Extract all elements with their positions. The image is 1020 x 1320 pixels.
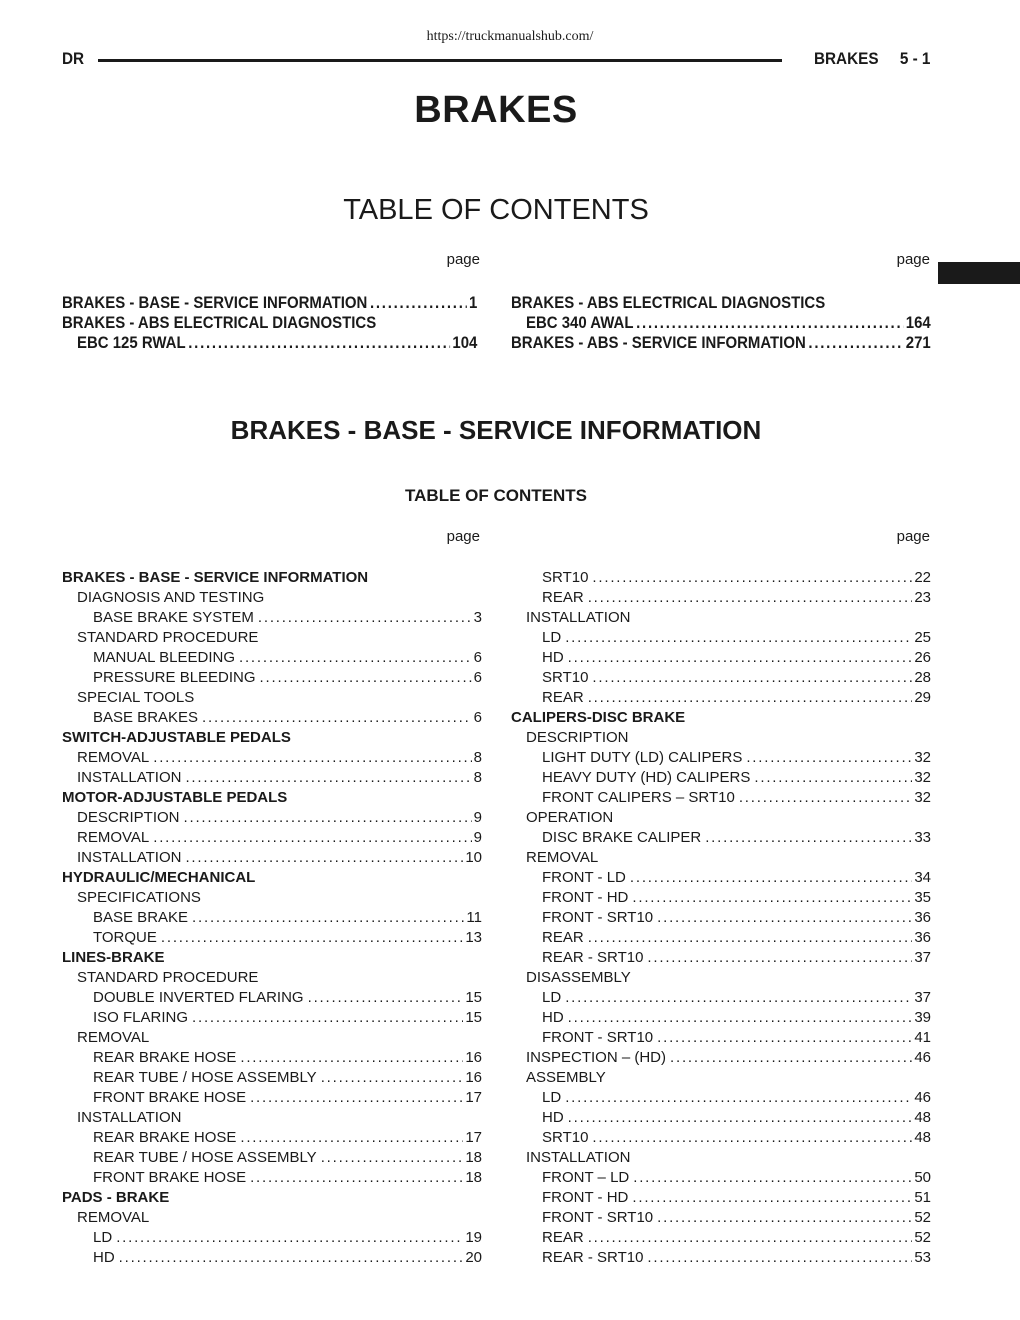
toc-entry-page: 53 bbox=[914, 1249, 931, 1266]
dot-leader bbox=[565, 1088, 912, 1108]
dot-leader bbox=[308, 988, 464, 1008]
toc-entry[interactable] bbox=[62, 1008, 482, 1028]
dot-leader bbox=[592, 1128, 912, 1148]
dot-leader bbox=[239, 648, 472, 668]
section-toc-left-column bbox=[62, 568, 482, 1268]
toc-entry-label: DESCRIPTION bbox=[526, 729, 629, 746]
dot-leader bbox=[754, 768, 912, 788]
dot-leader bbox=[592, 568, 912, 588]
toc-entry-page: 29 bbox=[914, 689, 931, 706]
toc-entry-page: 6 bbox=[473, 709, 482, 726]
toc-entry[interactable] bbox=[511, 768, 931, 788]
toc-entry[interactable] bbox=[511, 988, 931, 1008]
toc-entry-label: BASE BRAKE bbox=[93, 909, 189, 926]
section-title: BRAKES - BASE - SERVICE INFORMATION bbox=[230, 415, 762, 445]
toc-entry-page: 25 bbox=[914, 629, 931, 646]
toc-entry-page: 39 bbox=[914, 1009, 931, 1026]
toc-entry[interactable] bbox=[511, 888, 931, 908]
dot-leader bbox=[568, 648, 913, 668]
toc-entry-page: 22 bbox=[914, 569, 931, 586]
toc-entry-label: BASE BRAKE SYSTEM bbox=[93, 609, 254, 626]
toc-entry[interactable] bbox=[511, 908, 931, 928]
dot-leader bbox=[185, 768, 471, 788]
running-header bbox=[62, 49, 930, 71]
dot-leader bbox=[670, 1048, 912, 1068]
toc-entry-page: 32 bbox=[914, 769, 931, 786]
toc-entry-page: 46 bbox=[914, 1049, 931, 1066]
toc-entry-label: INSTALLATION bbox=[526, 609, 631, 626]
toc-entry-label: PRESSURE BLEEDING bbox=[93, 669, 256, 686]
toc-entry-page: 3 bbox=[473, 609, 482, 626]
toc-entry[interactable] bbox=[62, 1148, 482, 1168]
toc-entry[interactable] bbox=[62, 1228, 482, 1248]
toc-entry[interactable] bbox=[62, 848, 482, 868]
toc-subheading[interactable] bbox=[62, 1028, 482, 1048]
toc-entry[interactable] bbox=[511, 788, 931, 808]
toc-entry-label: REAR BRAKE HOSE bbox=[93, 1129, 237, 1146]
chapter-toc-entry-label: BRAKES - ABS ELECTRICAL DIAGNOSTICS bbox=[62, 313, 377, 332]
toc-entry-label: FRONT - SRT10 bbox=[542, 1029, 654, 1046]
toc-entry[interactable] bbox=[62, 668, 482, 688]
toc-entry-label: BASE BRAKES bbox=[93, 709, 199, 726]
dot-leader bbox=[657, 908, 912, 928]
toc-entry-page: 32 bbox=[914, 749, 931, 766]
toc-entry[interactable] bbox=[62, 1128, 482, 1148]
toc-entry-label: FRONT - SRT10 bbox=[542, 1209, 654, 1226]
toc-entry-label: HEAVY DUTY (HD) CALIPERS bbox=[542, 769, 751, 786]
chapter-toc-left bbox=[62, 293, 477, 353]
header-page-number: 5 - 1 bbox=[899, 49, 930, 68]
toc-entry-label: MOTOR-ADJUSTABLE PEDALS bbox=[62, 789, 288, 806]
toc-entry-label: REMOVAL bbox=[77, 1209, 150, 1226]
toc-entry[interactable] bbox=[62, 928, 482, 948]
dot-leader bbox=[633, 1168, 912, 1188]
dot-leader bbox=[657, 1208, 912, 1228]
toc-group-heading[interactable] bbox=[62, 788, 482, 808]
toc-entry-page: 6 bbox=[473, 649, 482, 666]
toc-entry-label: LD bbox=[542, 1089, 562, 1106]
toc-entry-label: LD bbox=[93, 1229, 113, 1246]
toc-entry-page: 18 bbox=[465, 1169, 482, 1186]
toc-subheading[interactable] bbox=[62, 888, 482, 908]
dot-leader bbox=[568, 1108, 913, 1128]
toc-entry-label: REAR bbox=[542, 929, 584, 946]
toc-subheading[interactable] bbox=[511, 1068, 931, 1088]
dot-leader bbox=[192, 1008, 463, 1028]
toc-entry-label: FRONT - LD bbox=[542, 869, 626, 886]
toc-entry-label: TORQUE bbox=[93, 929, 157, 946]
toc-entry[interactable] bbox=[62, 1048, 482, 1068]
toc-group-heading[interactable] bbox=[62, 868, 482, 888]
toc-entry-label: MANUAL BLEEDING bbox=[93, 649, 235, 666]
dot-leader bbox=[705, 828, 912, 848]
section-toc-right-column bbox=[511, 568, 931, 1268]
dot-leader bbox=[565, 988, 912, 1008]
toc-entry-label: REMOVAL bbox=[77, 1029, 150, 1046]
dot-leader bbox=[632, 1188, 912, 1208]
toc-entry-label: FRONT BRAKE HOSE bbox=[93, 1089, 247, 1106]
toc-entry-label: REMOVAL bbox=[77, 749, 150, 766]
toc-subheading[interactable] bbox=[62, 688, 482, 708]
dot-leader bbox=[250, 1168, 463, 1188]
dot-leader bbox=[647, 948, 912, 968]
toc-entry-label: REAR bbox=[542, 589, 584, 606]
toc-entry-page: 10 bbox=[465, 849, 482, 866]
dot-leader bbox=[657, 1028, 912, 1048]
toc-entry[interactable] bbox=[511, 588, 931, 608]
toc-entry-label: CALIPERS-DISC BRAKE bbox=[511, 709, 686, 726]
toc-group-heading[interactable] bbox=[62, 728, 482, 748]
toc-entry-page: 35 bbox=[914, 889, 931, 906]
toc-entry[interactable] bbox=[511, 1168, 931, 1188]
toc-entry-page: 18 bbox=[465, 1149, 482, 1166]
chapter-toc-entry[interactable] bbox=[511, 293, 931, 313]
dot-leader bbox=[588, 928, 913, 948]
toc-entry[interactable] bbox=[511, 628, 931, 648]
chapter-toc-entry-page: 271 bbox=[905, 333, 931, 352]
toc-entry-label: OPERATION bbox=[526, 809, 614, 826]
toc-entry-label: BRAKES - BASE - SERVICE INFORMATION bbox=[62, 569, 369, 586]
toc-entry[interactable] bbox=[511, 1108, 931, 1128]
toc-entry-label: DISASSEMBLY bbox=[526, 969, 631, 986]
toc-entry-page: 52 bbox=[914, 1209, 931, 1226]
toc-entry-label: SRT10 bbox=[542, 1129, 589, 1146]
dot-leader bbox=[808, 333, 903, 353]
toc-entry-label: ASSEMBLY bbox=[526, 1069, 606, 1086]
toc-entry[interactable] bbox=[511, 828, 931, 848]
dot-leader bbox=[202, 708, 472, 728]
toc-subheading[interactable] bbox=[511, 1148, 931, 1168]
toc-entry[interactable] bbox=[511, 648, 931, 668]
dot-leader bbox=[739, 788, 912, 808]
toc-entry-page: 17 bbox=[465, 1129, 482, 1146]
toc-subheading[interactable] bbox=[62, 968, 482, 988]
dot-leader bbox=[185, 848, 463, 868]
toc-entry[interactable] bbox=[62, 1088, 482, 1108]
toc-entry[interactable] bbox=[62, 808, 482, 828]
dot-leader bbox=[250, 1088, 463, 1108]
toc-entry[interactable] bbox=[511, 1248, 931, 1268]
toc-entry-page: 37 bbox=[914, 989, 931, 1006]
toc-entry[interactable] bbox=[511, 688, 931, 708]
chapter-tab-marker bbox=[938, 262, 1020, 284]
toc-entry-label: INSTALLATION bbox=[77, 1109, 182, 1126]
dot-leader bbox=[588, 688, 913, 708]
toc-entry-label: FRONT - HD bbox=[542, 1189, 629, 1206]
toc-entry[interactable] bbox=[511, 748, 931, 768]
toc-entry-label: INSTALLATION bbox=[526, 1149, 631, 1166]
dot-leader bbox=[321, 1148, 464, 1168]
dot-leader bbox=[592, 668, 912, 688]
toc-entry-page: 34 bbox=[914, 869, 931, 886]
toc-entry-page: 28 bbox=[914, 669, 931, 686]
toc-entry-page: 46 bbox=[914, 1089, 931, 1106]
chapter-toc-entry-page: 104 bbox=[452, 333, 478, 352]
chapter-toc-entry-continued[interactable] bbox=[62, 333, 477, 353]
chapter-toc-entry-label: EBC 340 AWAL bbox=[525, 313, 634, 332]
toc-entry-label: ISO FLARING bbox=[93, 1009, 189, 1026]
toc-entry-page: 41 bbox=[914, 1029, 931, 1046]
toc-entry-label: SPECIFICATIONS bbox=[77, 889, 201, 906]
toc-subheading[interactable] bbox=[511, 608, 931, 628]
toc-entry[interactable] bbox=[511, 928, 931, 948]
toc-entry-page: 36 bbox=[914, 909, 931, 926]
toc-entry-label: REAR - SRT10 bbox=[542, 949, 644, 966]
header-section: BRAKES bbox=[813, 49, 879, 68]
chapter-toc-entry-label: BRAKES - BASE - SERVICE INFORMATION bbox=[62, 293, 368, 312]
header-section-page bbox=[813, 49, 930, 69]
dot-leader bbox=[630, 868, 912, 888]
toc-subheading[interactable] bbox=[62, 628, 482, 648]
dot-leader bbox=[647, 1248, 912, 1268]
toc-entry[interactable] bbox=[62, 1168, 482, 1188]
toc-entry-label: REAR BRAKE HOSE bbox=[93, 1049, 237, 1066]
toc-entry-label: LD bbox=[542, 629, 562, 646]
dot-leader bbox=[240, 1128, 463, 1148]
toc-entry[interactable] bbox=[511, 1008, 931, 1028]
page-column-label-right: page bbox=[896, 251, 930, 268]
section-toc-title: TABLE OF CONTENTS bbox=[405, 486, 587, 505]
header-manual-code: DR bbox=[62, 49, 85, 68]
toc-group-heading[interactable] bbox=[62, 568, 482, 588]
dot-leader bbox=[188, 333, 450, 353]
dot-leader bbox=[119, 1248, 464, 1268]
toc-entry[interactable] bbox=[511, 1088, 931, 1108]
page-column-label-left: page bbox=[446, 528, 480, 545]
toc-entry-page: 23 bbox=[914, 589, 931, 606]
toc-entry-label: DISC BRAKE CALIPER bbox=[542, 829, 702, 846]
toc-entry-page: 17 bbox=[465, 1089, 482, 1106]
toc-entry-label: FRONT CALIPERS – SRT10 bbox=[542, 789, 735, 806]
toc-entry-page: 33 bbox=[914, 829, 931, 846]
toc-entry[interactable] bbox=[511, 668, 931, 688]
toc-entry-page: 50 bbox=[914, 1169, 931, 1186]
chapter-toc-entry[interactable] bbox=[62, 293, 477, 313]
page-column-label-left: page bbox=[446, 251, 480, 268]
toc-entry[interactable] bbox=[62, 708, 482, 728]
dot-leader bbox=[153, 748, 471, 768]
toc-entry-page: 11 bbox=[466, 909, 482, 926]
toc-entry-page: 16 bbox=[465, 1069, 482, 1086]
toc-entry[interactable] bbox=[511, 868, 931, 888]
toc-entry-label: SPECIAL TOOLS bbox=[77, 689, 195, 706]
toc-entry-label: HD bbox=[542, 1009, 564, 1026]
chapter-toc-entry-page: 1 bbox=[469, 293, 478, 312]
dot-leader bbox=[153, 828, 471, 848]
toc-entry-label: REMOVAL bbox=[77, 829, 150, 846]
toc-entry-page: 48 bbox=[914, 1109, 931, 1126]
toc-subheading[interactable] bbox=[511, 808, 931, 828]
source-url[interactable]: https://truckmanualshub.com/ bbox=[426, 29, 594, 44]
chapter-toc-entry-label: BRAKES - ABS - SERVICE INFORMATION bbox=[511, 333, 806, 352]
dot-leader bbox=[746, 748, 912, 768]
toc-entry-page: 26 bbox=[914, 649, 931, 666]
toc-entry-label: REAR - SRT10 bbox=[542, 1249, 644, 1266]
toc-entry-label: DOUBLE INVERTED FLARING bbox=[93, 989, 304, 1006]
toc-entry-page: 9 bbox=[473, 809, 482, 826]
toc-group-heading[interactable] bbox=[511, 708, 931, 728]
toc-entry-label: STANDARD PROCEDURE bbox=[77, 969, 259, 986]
toc-entry[interactable] bbox=[511, 1048, 931, 1068]
header-rule bbox=[98, 59, 782, 62]
toc-entry-label: SRT10 bbox=[542, 669, 589, 686]
toc-entry-label: HD bbox=[542, 1109, 564, 1126]
chapter-title: BRAKES bbox=[414, 89, 578, 131]
toc-entry-label: LINES-BRAKE bbox=[62, 949, 165, 966]
dot-leader bbox=[636, 313, 903, 333]
toc-entry-page: 15 bbox=[465, 1009, 482, 1026]
chapter-toc-entry-label: EBC 125 RWAL bbox=[76, 333, 186, 352]
toc-entry[interactable] bbox=[511, 1228, 931, 1248]
toc-entry-label: SRT10 bbox=[542, 569, 589, 586]
toc-subheading[interactable] bbox=[511, 848, 931, 868]
chapter-toc-entry-continued[interactable] bbox=[511, 313, 931, 333]
chapter-toc-title: TABLE OF CONTENTS bbox=[343, 194, 649, 226]
toc-entry-page: 8 bbox=[473, 769, 482, 786]
toc-entry[interactable] bbox=[511, 1028, 931, 1048]
toc-entry-label: FRONT - SRT10 bbox=[542, 909, 654, 926]
chapter-toc-right bbox=[511, 293, 931, 353]
toc-entry-label: REAR bbox=[542, 1229, 584, 1246]
dot-leader bbox=[588, 1228, 913, 1248]
toc-subheading[interactable] bbox=[62, 1108, 482, 1128]
toc-entry-page: 15 bbox=[465, 989, 482, 1006]
toc-entry-page: 37 bbox=[914, 949, 931, 966]
toc-entry-label: REAR TUBE / HOSE ASSEMBLY bbox=[93, 1149, 317, 1166]
toc-subheading[interactable] bbox=[511, 968, 931, 988]
toc-entry-page: 51 bbox=[914, 1189, 931, 1206]
chapter-toc-entry[interactable] bbox=[511, 333, 931, 353]
dot-leader bbox=[370, 293, 466, 313]
toc-entry-page: 6 bbox=[473, 669, 482, 686]
dot-leader bbox=[321, 1068, 464, 1088]
toc-entry[interactable] bbox=[511, 1208, 931, 1228]
dot-leader bbox=[568, 1008, 913, 1028]
toc-entry-label: SWITCH-ADJUSTABLE PEDALS bbox=[62, 729, 291, 746]
toc-entry-label: STANDARD PROCEDURE bbox=[77, 629, 259, 646]
dot-leader bbox=[161, 928, 463, 948]
toc-entry[interactable] bbox=[62, 768, 482, 788]
toc-entry[interactable] bbox=[62, 608, 482, 628]
toc-entry-page: 19 bbox=[465, 1229, 482, 1246]
toc-entry[interactable] bbox=[62, 908, 482, 928]
toc-entry-label: REAR TUBE / HOSE ASSEMBLY bbox=[93, 1069, 317, 1086]
dot-leader bbox=[184, 808, 472, 828]
toc-entry-page: 32 bbox=[914, 789, 931, 806]
chapter-toc-entry-page: 164 bbox=[905, 313, 931, 332]
dot-leader bbox=[258, 608, 472, 628]
toc-entry-page: 16 bbox=[465, 1049, 482, 1066]
toc-group-heading[interactable] bbox=[62, 1188, 482, 1208]
toc-subheading[interactable] bbox=[511, 728, 931, 748]
toc-entry-label: DESCRIPTION bbox=[77, 809, 180, 826]
toc-entry-label: HD bbox=[542, 649, 564, 666]
toc-entry[interactable] bbox=[62, 1068, 482, 1088]
toc-entry-page: 9 bbox=[473, 829, 482, 846]
toc-entry-label: FRONT – LD bbox=[542, 1169, 630, 1186]
dot-leader bbox=[116, 1228, 463, 1248]
toc-entry[interactable] bbox=[62, 1248, 482, 1268]
toc-group-heading[interactable] bbox=[62, 948, 482, 968]
toc-entry[interactable] bbox=[511, 568, 931, 588]
toc-entry-label: INSTALLATION bbox=[77, 849, 182, 866]
chapter-toc-entry[interactable] bbox=[62, 313, 477, 333]
toc-entry[interactable] bbox=[511, 1128, 931, 1148]
dot-leader bbox=[565, 628, 912, 648]
toc-entry-label: REAR bbox=[542, 689, 584, 706]
toc-entry[interactable] bbox=[62, 648, 482, 668]
dot-leader bbox=[588, 588, 913, 608]
toc-entry[interactable] bbox=[62, 828, 482, 848]
toc-entry-label: LIGHT DUTY (LD) CALIPERS bbox=[542, 749, 743, 766]
toc-entry-page: 20 bbox=[465, 1249, 482, 1266]
toc-subheading[interactable] bbox=[62, 588, 482, 608]
toc-entry-label: INSPECTION – (HD) bbox=[526, 1049, 667, 1066]
toc-entry-page: 8 bbox=[473, 749, 482, 766]
toc-entry-label: PADS - BRAKE bbox=[62, 1189, 170, 1206]
toc-entry-label: LD bbox=[542, 989, 562, 1006]
toc-entry-page: 52 bbox=[914, 1229, 931, 1246]
toc-entry-label: FRONT BRAKE HOSE bbox=[93, 1169, 247, 1186]
toc-entry-label: HD bbox=[93, 1249, 115, 1266]
toc-entry[interactable] bbox=[511, 948, 931, 968]
toc-entry[interactable] bbox=[62, 988, 482, 1008]
toc-subheading[interactable] bbox=[62, 1208, 482, 1228]
toc-entry-label: REMOVAL bbox=[526, 849, 599, 866]
dot-leader bbox=[240, 1048, 463, 1068]
toc-entry[interactable] bbox=[511, 1188, 931, 1208]
toc-entry-page: 36 bbox=[914, 929, 931, 946]
toc-entry-page: 48 bbox=[914, 1129, 931, 1146]
page-column-label-right: page bbox=[896, 528, 930, 545]
toc-entry-label: FRONT - HD bbox=[542, 889, 629, 906]
chapter-toc-entry-label: BRAKES - ABS ELECTRICAL DIAGNOSTICS bbox=[511, 293, 826, 312]
dot-leader bbox=[192, 908, 464, 928]
toc-entry-label: HYDRAULIC/MECHANICAL bbox=[62, 869, 256, 886]
toc-entry-label: DIAGNOSIS AND TESTING bbox=[77, 589, 265, 606]
toc-entry-page: 13 bbox=[465, 929, 482, 946]
dot-leader bbox=[632, 888, 912, 908]
toc-entry-label: INSTALLATION bbox=[77, 769, 182, 786]
toc-entry[interactable] bbox=[62, 748, 482, 768]
dot-leader bbox=[260, 668, 472, 688]
